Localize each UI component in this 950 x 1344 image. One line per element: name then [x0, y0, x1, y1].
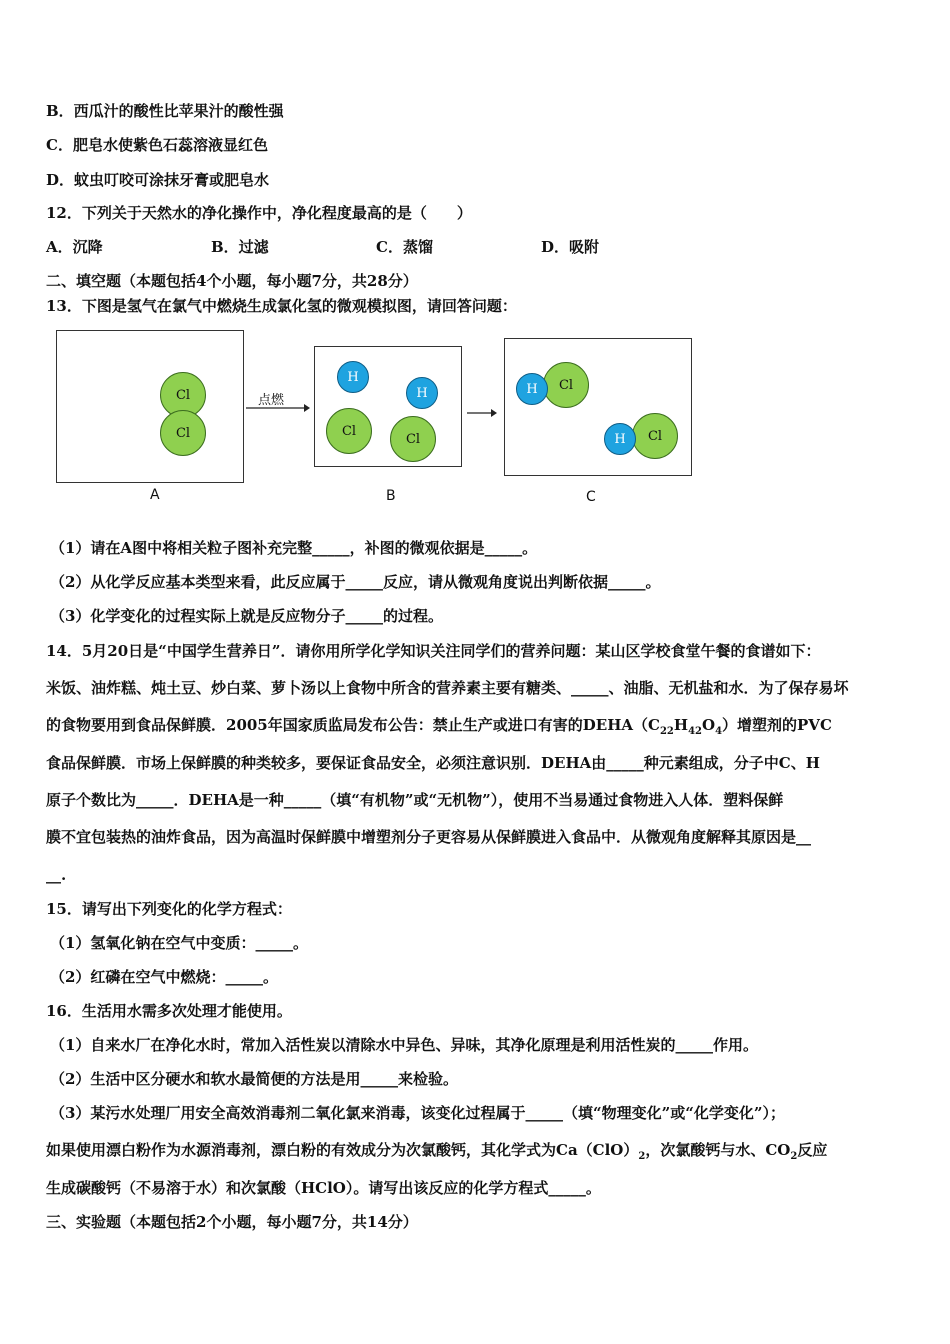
formula-o: O [701, 716, 716, 734]
q16-line-4-text: 如果使用漂白粉作为水源消毒剂，漂白粉的有效成分为次氯酸钙，其化学式为Ca（ClO） [46, 1141, 639, 1159]
formula-sub: 4 [715, 726, 723, 737]
q15-sub1: （1）氢氧化钠在空气中变质：_____。 [50, 934, 308, 952]
q12-option-b: B．过滤 [211, 238, 269, 256]
q13-sub2: （2）从化学反应基本类型来看，此反应属于_____反应，请从微观角度说出判断依据_____。 [50, 573, 661, 591]
cl-atom: Cl [160, 372, 206, 418]
reaction-arrow-icon [467, 407, 499, 419]
section-2-heading: 二、填空题（本题包括4个小题，每小题7分，共28分） [46, 272, 418, 290]
q12-option-a: A．沉降 [46, 238, 103, 256]
q15-sub2: （2）红磷在空气中燃烧：_____。 [50, 968, 278, 986]
figure-label-b: B [386, 488, 396, 504]
figure-label-a: A [150, 487, 160, 503]
cl-atom: Cl [160, 410, 206, 456]
cl-atom: Cl [543, 362, 589, 408]
q15-stem: 15．请写出下列变化的化学方程式： [46, 900, 292, 918]
figure-box-c [504, 338, 692, 476]
q13-stem: 13．下图是氢气在氯气中燃烧生成氯化氢的微观模拟图，请回答问题： [46, 297, 517, 315]
formula-sub: 22 [659, 726, 674, 737]
q16-sub3: （3）某污水处理厂用安全高效消毒剂二氧化氯来消毒，该变化过程属于_____（填“物理变化”或“化学变化”）； [50, 1104, 785, 1122]
q14-line-2: 米饭、油炸糕、炖土豆、炒白菜、萝卜汤以上食物中所含的营养素主要有糖类、_____、油脂、无机盐和水．为了保存易坏 [46, 679, 849, 697]
ignite-label: 点燃 [258, 393, 285, 408]
q16-sub2: （2）生活中区分硬水和软水最简便的方法是用_____来检验。 [50, 1070, 458, 1088]
q12-option-c: C．蒸馏 [376, 238, 433, 256]
q14-line-4: 食品保鲜膜．市场上保鲜膜的种类较多，要保证食品安全，必须注意识别．DEHA由_____种元素组成，分子中C、H [46, 754, 820, 772]
formula-sub: 2 [638, 1151, 646, 1162]
q14-line-3 [46, 715, 832, 742]
h-atom: H [406, 377, 438, 409]
q16-sub1: （1）自来水厂在净化水时，常加入活性炭以清除水中异色、异味，其净化原理是利用活性炭的_____作用。 [50, 1036, 758, 1054]
cl-atom: Cl [326, 408, 372, 454]
figure-box-b [314, 346, 462, 467]
q14-line-3-tail: ）增塑剂的PVC [722, 716, 832, 734]
q16-stem: 16．生活用水需多次处理才能使用。 [46, 1002, 292, 1020]
q16-line-4-tail: 反应 [797, 1141, 828, 1159]
figure-label-c: C [586, 489, 596, 505]
option-b: B．西瓜汁的酸性比苹果汁的酸性强 [46, 102, 284, 120]
q13-sub1: （1）请在A图中将相关粒子图补充完整_____，补图的微观依据是_____。 [50, 539, 538, 557]
q14-line-6: 膜不宜包装热的油炸食品，因为高温时保鲜膜中增塑剂分子更容易从保鲜膜进入食品中．从微观角度解释其原因是__ [46, 828, 812, 846]
q14-line-5: 原子个数比为_____．DEHA是一种_____（填“有机物”或“无机物”），使用不当易通过食物进入人体．塑料保鲜 [46, 791, 784, 809]
formula-sub: 42 [688, 726, 702, 737]
q16-line-5: 生成碳酸钙（不易溶于水）和次氯酸（HClO）。请写出该反应的化学方程式_____。 [46, 1179, 601, 1197]
q16-line-4-mid: ，次氯酸钙与水、CO [645, 1141, 791, 1159]
option-d: D．蚊虫叮咬可涂抹牙膏或肥皂水 [46, 171, 270, 189]
reaction-arrow-icon [246, 402, 312, 414]
cl-atom: Cl [632, 413, 678, 459]
h-atom: H [604, 423, 636, 455]
option-c: C．肥皂水使紫色石蕊溶液显红色 [46, 136, 268, 154]
q12-stem: 12．下列关于天然水的净化操作中，净化程度最高的是（ ） [46, 204, 472, 222]
q12-option-d: D．吸附 [541, 238, 600, 256]
q14-line-3-text: 的食物要用到食品保鲜膜．2005年国家质监局发布公告：禁止生产或进口有害的DEHA（C [46, 716, 660, 734]
q14-line-1: 14．5月20日是“中国学生营养日”．请你用所学化学知识关注同学们的营养问题：某山区学校食堂午餐的食谱如下： [46, 642, 821, 660]
h-atom: H [337, 361, 369, 393]
q14-line-7: __. [46, 866, 67, 884]
q13-sub3: （3）化学变化的过程实际上就是反应物分子_____的过程。 [50, 607, 443, 625]
formula-sub: 2 [790, 1151, 798, 1162]
section-3-heading: 三、实验题（本题包括2个小题，每小题7分，共14分） [46, 1213, 418, 1231]
h-atom: H [516, 373, 548, 405]
figure-box-a [56, 330, 244, 483]
cl-atom: Cl [390, 416, 436, 462]
formula-h: H [673, 716, 689, 734]
q16-line-4 [46, 1140, 827, 1167]
